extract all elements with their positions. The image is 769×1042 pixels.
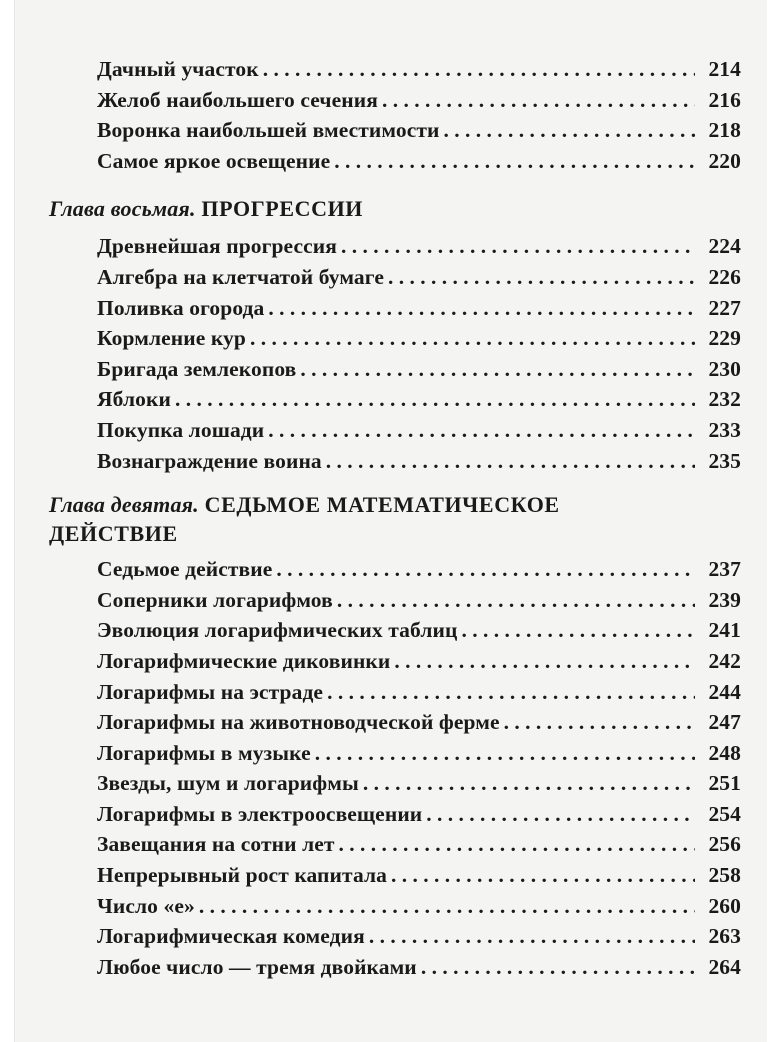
entry-title: Вознаграждение воина [97, 448, 322, 473]
entry-page: 232 [708, 387, 741, 412]
toc-entry [49, 707, 741, 738]
toc-entry [49, 323, 741, 354]
entry-title: Древнейшая прогрессия [97, 234, 337, 259]
entry-title: Логарифмические диковинки [97, 648, 391, 673]
entry-page: 263 [708, 924, 741, 949]
leader-dots [276, 554, 695, 585]
entry-page: 264 [708, 954, 741, 979]
entry-page: 220 [708, 148, 741, 173]
entry-title: Самое яркое освещение [97, 148, 331, 173]
chapter-label: Глава девятая. [49, 492, 199, 518]
leader-dots [421, 952, 695, 983]
entry-page: 241 [708, 618, 741, 643]
entry-title: Алгебра на клетчатой бумаге [97, 264, 384, 289]
entry-page: 229 [708, 326, 741, 351]
toc-entry [49, 799, 741, 830]
leader-dots [199, 891, 695, 922]
leader-dots [315, 738, 695, 769]
entry-title: Логарифмы на эстраде [97, 679, 324, 704]
toc-entry [49, 860, 741, 891]
entry-title: Звезды, шум и логарифмы [97, 771, 359, 796]
chapter-heading [49, 490, 741, 548]
entry-title: Логарифмы на животноводческой ферме [97, 710, 500, 735]
toc-entry [49, 231, 741, 262]
leader-dots [504, 707, 695, 738]
entry-page: 227 [708, 295, 741, 320]
toc-entry [49, 85, 741, 116]
entry-title: Соперники логарифмов [97, 587, 333, 612]
entry-title: Завещания на сотни лет [97, 832, 335, 857]
toc-entry [49, 677, 741, 708]
leader-dots [175, 384, 695, 415]
leader-dots [326, 446, 695, 477]
entry-page: 233 [708, 417, 741, 442]
leader-dots [382, 85, 695, 116]
entry-title: Поливка огорода [97, 295, 265, 320]
entry-title: Логарифмы в электроосвещении [97, 801, 423, 826]
entry-page: 230 [708, 356, 741, 381]
leader-dots [337, 585, 695, 616]
chapter-label: Глава восьмая. [49, 196, 196, 222]
entry-page: 239 [708, 587, 741, 612]
entry-page: 242 [708, 648, 741, 673]
entry-title: Любое число — тремя двойками [97, 954, 417, 979]
entry-page: 235 [708, 448, 741, 473]
chapter-name: СЕДЬМОЕ МАТЕМАТИЧЕСКОЕ [204, 492, 560, 518]
toc-entry [49, 384, 741, 415]
toc-entry [49, 54, 741, 85]
toc-entry [49, 646, 741, 677]
toc-entry [49, 293, 741, 324]
book-page [14, 0, 767, 1042]
leader-dots [394, 646, 695, 677]
leader-dots [268, 415, 695, 446]
leader-dots [334, 146, 695, 177]
leader-dots [461, 615, 695, 646]
entry-title: Воронка наибольшей вместимости [97, 118, 440, 143]
toc-entry [49, 115, 741, 146]
toc-entry [49, 446, 741, 477]
toc-entry [49, 768, 741, 799]
toc-entry [49, 415, 741, 446]
leader-dots [250, 323, 695, 354]
entry-page: 248 [708, 740, 741, 765]
toc-entry [49, 615, 741, 646]
toc-entry [49, 891, 741, 922]
leader-dots [300, 354, 695, 385]
toc-entry [49, 952, 741, 983]
toc-entry [49, 262, 741, 293]
leader-dots [363, 768, 695, 799]
leader-dots [341, 231, 695, 262]
toc-entry [49, 738, 741, 769]
entry-title: Непрерывный рост капитала [97, 863, 388, 888]
toc-entry [49, 585, 741, 616]
entry-title: Покупка лошади [97, 417, 265, 442]
entry-title: Желоб наибольшего сечения [97, 87, 378, 112]
entry-page: 237 [708, 557, 741, 582]
entry-page: 216 [708, 87, 741, 112]
entry-page: 218 [708, 118, 741, 143]
entry-title: Бригада землекопов [97, 356, 297, 381]
chapter-name-continued: ДЕЙСТВИЕ [49, 521, 178, 547]
entry-page: 260 [708, 893, 741, 918]
table-of-contents [49, 54, 741, 982]
leader-dots [263, 54, 695, 85]
chapter-heading [49, 194, 741, 223]
leader-dots [426, 799, 695, 830]
leader-dots [388, 262, 695, 293]
entry-page: 251 [708, 771, 741, 796]
entry-page: 226 [708, 264, 741, 289]
entry-title: Дачный участок [97, 57, 259, 81]
leader-dots [339, 829, 695, 860]
entry-title: Седьмое действие [97, 557, 273, 582]
entry-page: 224 [708, 234, 741, 259]
entry-title: Логарифмическая комедия [97, 924, 365, 949]
toc-entry [49, 146, 741, 177]
leader-dots [391, 860, 695, 891]
toc-entry [49, 829, 741, 860]
leader-dots [268, 293, 695, 324]
toc-entry [49, 554, 741, 585]
entry-page: 214 [708, 57, 741, 81]
entry-title: Яблоки [97, 387, 171, 412]
entry-title: Эволюция логарифмических таблиц [97, 618, 458, 643]
entry-title: Число «е» [97, 893, 195, 918]
entry-page: 256 [708, 832, 741, 857]
entry-page: 254 [708, 801, 741, 826]
entry-title: Логарифмы в музыке [97, 740, 311, 765]
entry-page: 244 [708, 679, 741, 704]
leader-dots [369, 921, 695, 952]
entry-title: Кормление кур [97, 326, 246, 351]
toc-entry [49, 921, 741, 952]
entry-page: 247 [708, 710, 741, 735]
leader-dots [444, 115, 695, 146]
chapter-name: ПРОГРЕССИИ [201, 196, 364, 222]
toc-entry [49, 354, 741, 385]
leader-dots [327, 677, 695, 708]
entry-page: 258 [708, 863, 741, 888]
